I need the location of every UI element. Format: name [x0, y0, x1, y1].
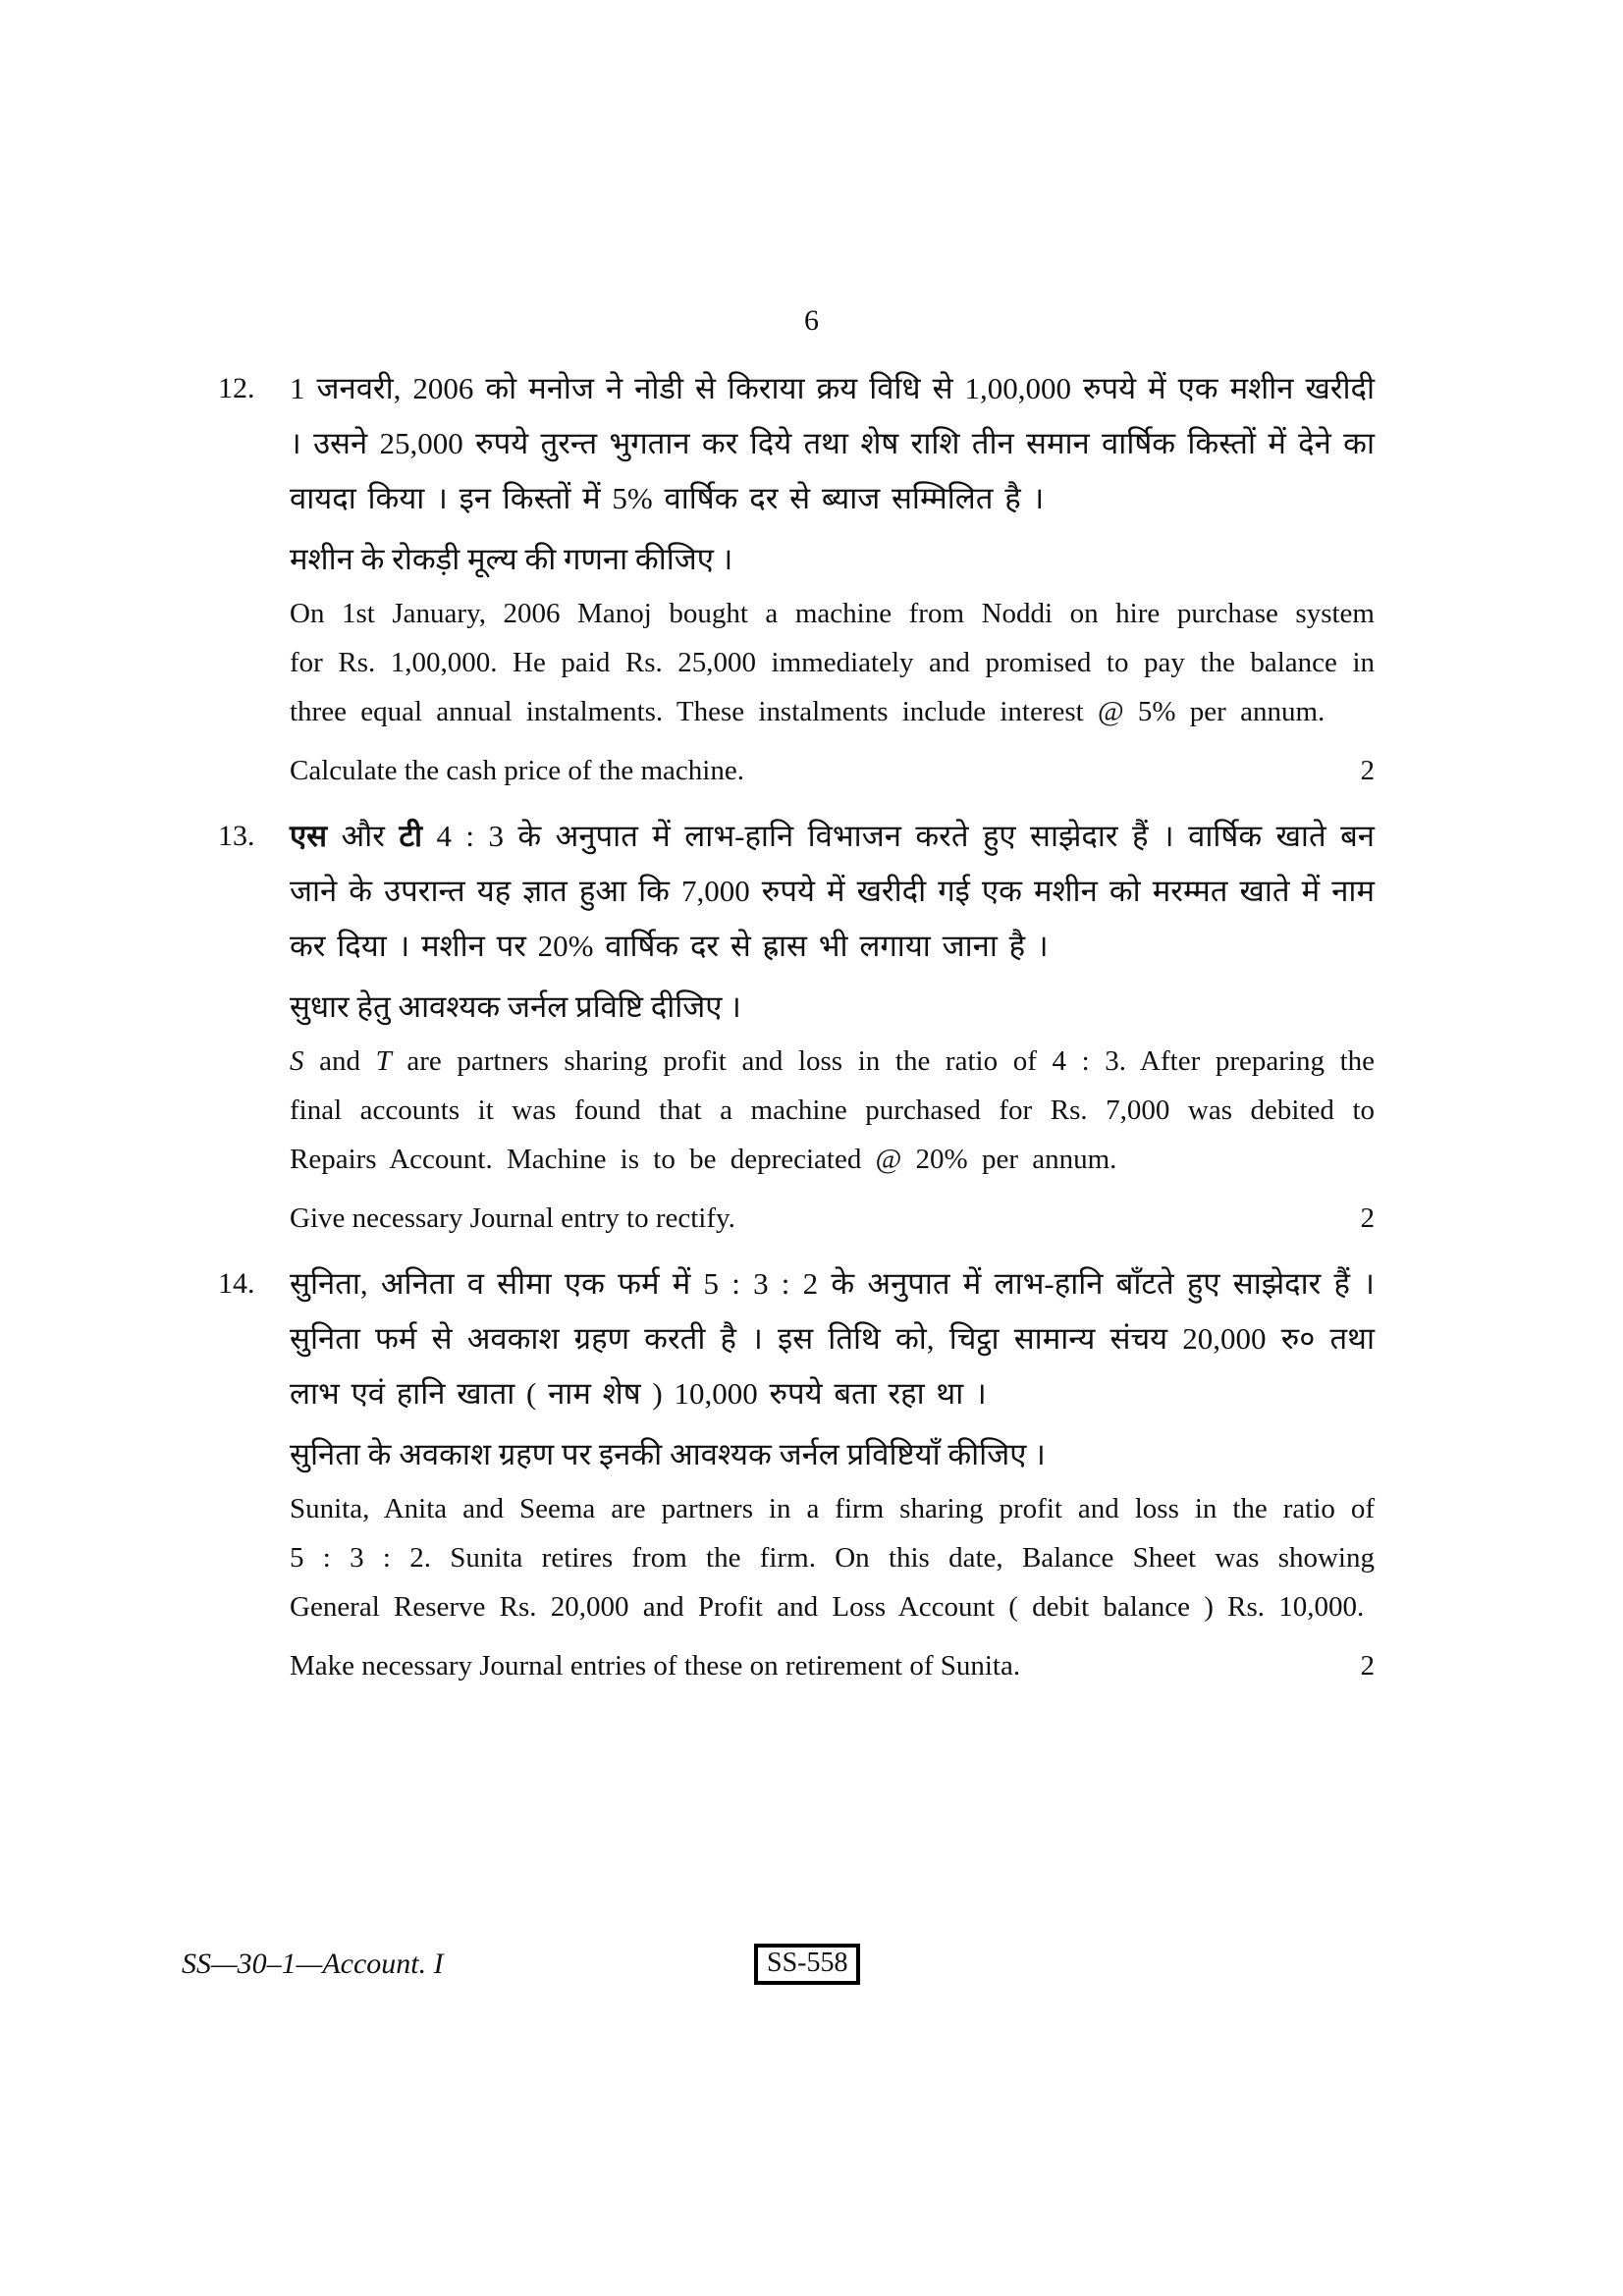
- question-14-english-text: Sunita, Anita and Seema are partners in a firm sharing profit and loss in the ratio of 5 : 3 : 2. Sunita retires from the firm. On this date, Balance Sheet was showing General Reserve Rs. 20,000 and Profit and Loss Account ( debit balance ) Rs. 10,000.: [290, 1493, 1375, 1623]
- question-12-body: [290, 361, 1375, 795]
- question-14-number: 14.: [218, 1267, 255, 1300]
- question-14-instruction-row: [290, 1641, 1375, 1690]
- question-13-english-rest: are partners sharing profit and loss in the ratio of 4 : 3. After preparing the final accounts it was found that a machine purchased for Rs. 7,000 was debited to Repairs Account. Machine is to be depreciated @ 20% per annum.: [290, 1045, 1376, 1175]
- question-13-hindi-instruction: सुधार हेतु आवश्यक जर्नल प्रविष्टि दीजिए ।: [290, 989, 741, 1024]
- question-14-hindi-instruction: सुनिता के अवकाश ग्रहण पर इनकी आवश्यक जर्नल प्रविष्टियाँ कीजिए ।: [290, 1437, 1046, 1471]
- question-14-marks: 2: [1360, 1650, 1375, 1682]
- partner-name-hindi-t: टी: [399, 819, 423, 853]
- paper-code: SS—30–1—Account. I: [182, 1948, 444, 1980]
- question-14: [218, 1256, 1375, 1690]
- question-13-english-and: and: [303, 1045, 376, 1077]
- question-13-body: [290, 809, 1375, 1243]
- partner-name-t: T: [375, 1045, 392, 1077]
- question-12-instruction-row: [290, 746, 1375, 795]
- question-13-hindi-text: [290, 809, 1375, 974]
- questions-section: [218, 361, 1375, 1704]
- question-13-english-text: [290, 1037, 1375, 1184]
- question-12-number: 12.: [218, 372, 255, 404]
- question-14-body: [290, 1256, 1375, 1690]
- question-13-english-instruction: Give necessary Journal entry to rectify.: [290, 1202, 735, 1234]
- partner-name-hindi-s: एस: [290, 819, 328, 853]
- question-12-hindi-text: 1 जनवरी, 2006 को मनोज ने नोडी से किराया क्रय विधि से 1,00,000 रुपये में एक मशीन खरीदी । उसने 25,000 रुपये तुरन्त भुगतान कर दिये तथा शेष राशि तीन समान वार्षिक किस्तों में देने का वायदा किया । इन किस्तों में 5% वार्षिक दर से ब्याज सम्मिलित है ।: [290, 371, 1375, 515]
- series-code-box: SS-558: [754, 1944, 860, 1985]
- question-14-english-instruction: Make necessary Journal entries of these on retirement of Sunita.: [290, 1650, 1021, 1682]
- question-12-hindi-instruction: मशीन के रोकड़ी मूल्य की गणना कीजिए ।: [290, 542, 733, 576]
- question-12-english-instruction: Calculate the cash price of the machine.: [290, 755, 744, 786]
- question-13-instruction-row: [290, 1194, 1375, 1243]
- question-12: [218, 361, 1375, 795]
- question-13-hindi-and: और: [327, 819, 400, 853]
- question-13-number: 13.: [218, 820, 255, 852]
- question-12-marks: 2: [1360, 755, 1375, 786]
- question-13-hindi-rest: 4 : 3 के अनुपात में लाभ-हानि विभाजन करते हुए साझेदार हैं । वार्षिक खाते बन जाने के उपरान्त यह ज्ञात हुआ कि 7,000 रुपये में खरीदी गई एक मशीन को मरम्मत खाते में नाम कर दिया । मशीन पर 20% वार्षिक दर से ह्रास भी लगाया जाना है ।: [290, 819, 1375, 963]
- question-13-marks: 2: [1360, 1202, 1375, 1234]
- question-14-hindi-text: सुनिता, अनिता व सीमा एक फर्म में 5 : 3 : 2 के अनुपात में लाभ-हानि बाँटते हुए साझेदार हैं । सुनिता फर्म से अवकाश ग्रहण करती है । इस तिथि को, चिट्ठा सामान्य संचय 20,000 रु० तथा लाभ एवं हानि खाता ( नाम शेष ) 10,000 रुपये बता रहा था ।: [290, 1266, 1375, 1411]
- page-number: 6: [804, 304, 819, 337]
- question-12-english-text: On 1st January, 2006 Manoj bought a machine from Noddi on hire purchase system for Rs. 1,00,000. He paid Rs. 25,000 immediately and promised to pay the balance in three equal annual instalments. These instalments include interest @ 5% per annum.: [290, 598, 1375, 727]
- partner-name-s: S: [290, 1045, 304, 1077]
- question-13: [218, 809, 1375, 1243]
